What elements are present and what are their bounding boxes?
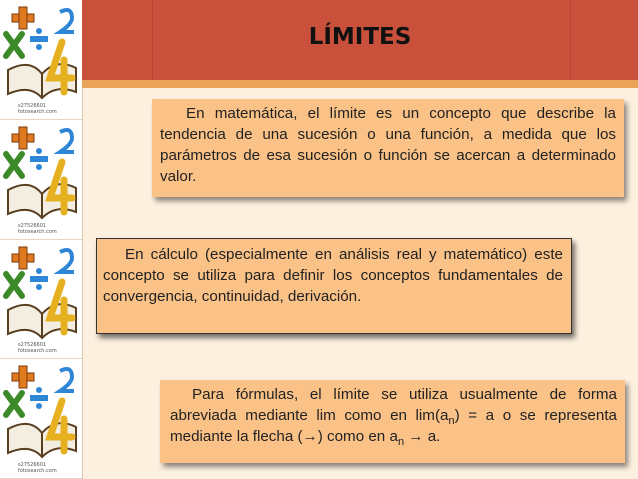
definition-paragraph: En matemática, el límite es un concepto que describe la tendencia de una sucesión o una función, a medida que los parámetros de esa sucesión o función se acercan a determinado valor. (160, 105, 616, 185)
notation-text (170, 384, 617, 447)
image-credit: s27526601 fotosearch.com (18, 222, 57, 235)
calculus-paragraph: En cálculo (especialmente en análisis real y matemático) este concepto se utiliza para definir los conceptos fundamentales de convergencia, continuidad, derivación. (103, 246, 563, 305)
sidebar-tile (0, 120, 82, 240)
image-credit: s27526601 fotosearch.com (18, 462, 57, 474)
calculus-box (96, 238, 572, 334)
sidebar-tile (0, 0, 82, 120)
notation-part-2: ) = a o se representa mediante la flecha (→) como en a (170, 407, 617, 445)
math-book-icon (0, 0, 82, 119)
sidebar (0, 0, 83, 479)
calculus-text (103, 244, 563, 307)
image-credit: s27526601 fotosearch.com (18, 102, 57, 115)
header-band (82, 80, 638, 88)
sidebar-tile (0, 240, 82, 360)
slide-header (82, 0, 638, 80)
math-book-icon (0, 359, 82, 478)
notation-part-1: Para fórmulas, el límite se utiliza usualmente de forma abreviada mediante lim como en lim(a (170, 386, 617, 424)
math-book-icon (0, 120, 82, 239)
definition-text (160, 103, 616, 187)
notation-subscript-1: n (448, 415, 455, 428)
definition-box (152, 99, 624, 197)
slide-title: LÍMITES (308, 24, 412, 50)
notation-subscript-2: n (397, 436, 405, 449)
sidebar-tile (0, 359, 82, 479)
notation-box (160, 380, 625, 463)
image-credit: s27526601 fotosearch.com (18, 342, 57, 355)
math-book-icon (0, 240, 82, 359)
notation-part-3: → a. (404, 428, 441, 445)
